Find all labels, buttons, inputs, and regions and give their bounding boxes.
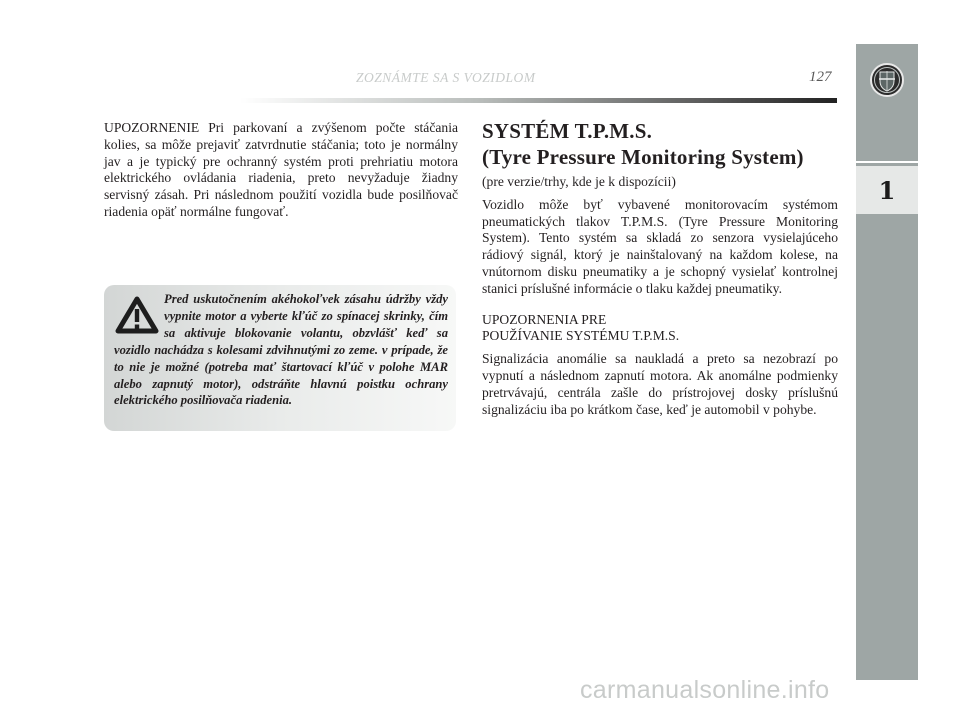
- tab-logo-area: [856, 44, 918, 124]
- lancia-logo-icon: [869, 62, 905, 98]
- running-header-title: ZOZNÁMTE SA S VOZIDLOM: [356, 70, 536, 85]
- warning-box: [104, 285, 456, 431]
- chapter-tab: [856, 44, 918, 680]
- tpms-warnings-subheading: [482, 312, 838, 346]
- chapter-number: 1: [856, 166, 918, 214]
- section-title-line1: SYSTÉM T.P.M.S.: [482, 119, 653, 143]
- subheading-line1: UPOZORNENIA PRE: [482, 311, 607, 327]
- watermark-text: carmanualsonline.info: [580, 676, 830, 704]
- warning-text: Pred uskutočnením akéhokoľvek zásahu údržby vždy vypnite motor a vyberte kľúč zo spínacej skrinky, čím sa aktivuje blokovanie volantu, obzvlášť keď sa vozidlo nachádza s kolesami zdvihnutými zo zeme. v prípade, že to nie je možné (potreba mať štartovací kľúč v polohe MAR alebo zapnutý motor), odstráňte hlavnú poistku ochrany elektrického posilňovača riadenia.: [114, 292, 448, 408]
- header-rule: [240, 98, 837, 103]
- tpms-anomaly-paragraph: Signalizácia anomálie sa naukladá a preto sa nezobrazí po vypnutí a následnom zapnutí motora. Ak anomálne podmienky pretrvávajú, centrála zašle do prístrojovej dosky príslušnú signalizáciu iba po krátkom čase, keď je automobil v pohybe.: [482, 351, 838, 417]
- tpms-description-paragraph: Vozidlo môže byť vybavené monitorovacím systémom pneumatických tlakov T.P.M.S. (Tyre Pressure Monitoring System). Tento systém sa skladá zo senzora vysielajúceho rádiový signál, ktorý je nainštalovaný na každom kolese, na vnútornom disku pneumatiky a je schopný vysielať kontrolnej stanici príslušné informácie o tlaku každej pneumatiky.: [482, 196, 838, 296]
- page-number: 127: [809, 69, 832, 85]
- subheading-line2: POUŽÍVANIE SYSTÉMU T.P.M.S.: [482, 328, 680, 344]
- section-title-line2: (Tyre Pressure Monitoring System): [482, 145, 804, 169]
- section-title: [482, 118, 838, 170]
- left-column: [104, 120, 458, 221]
- intro-paragraph: UPOZORNENIE Pri parkovaní a zvýšenom počte stáčania kolies, sa môže prejaviť zatvrdnutie stáčania; toto je normálny jav a je typický pre ochranný systém proti prehriatiu motora elektrického ovládania riadenia, preto nevyžaduje žiadny servisný zásah. Pri následnom použití vozidla bude posilňovač riadenia opäť normálne fungovať.: [104, 120, 458, 219]
- right-column: [482, 118, 838, 418]
- variant-note: (pre verzie/trhy, kde je k dispozícii): [482, 174, 676, 189]
- tab-separator: [856, 161, 918, 163]
